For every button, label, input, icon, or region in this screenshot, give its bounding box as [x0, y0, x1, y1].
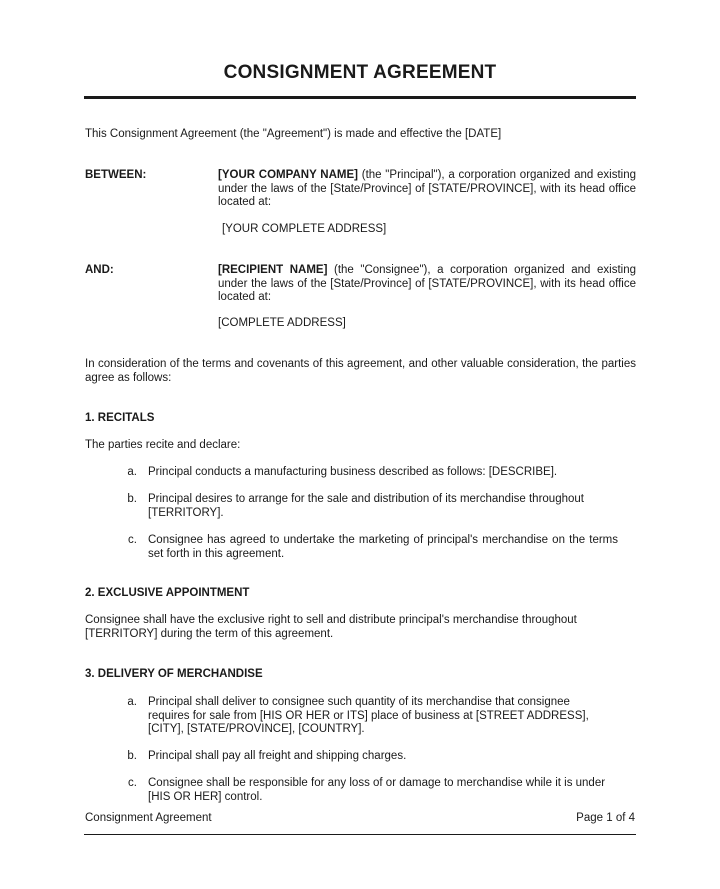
principal-address: [YOUR COMPLETE ADDRESS] — [222, 223, 387, 235]
delivery-c-letter: c. — [128, 777, 137, 789]
consignee-address: [COMPLETE ADDRESS] — [218, 317, 346, 329]
recital-b-letter: b. — [127, 493, 137, 505]
footer-document-name: Consignment Agreement — [85, 812, 212, 824]
document-title: CONSIGNMENT AGREEMENT — [223, 62, 497, 83]
delivery-c-text: Consignee shall be responsible for any loss of or damage to merchandise while it is under [HIS OR HER] control. — [148, 777, 606, 803]
consignee-description — [218, 264, 636, 305]
recital-b-text: Principal desires to arrange for the sale and distribution of its merchandise throughout [TERRITORY]. — [148, 493, 584, 519]
section-delivery-heading: 3. DELIVERY OF MERCHANDISE — [85, 668, 263, 680]
intro-paragraph: This Consignment Agreement (the "Agreement") is made and effective the [DATE] — [85, 128, 502, 140]
consignee-description-text: (the "Consignee"), a corporation organized and existing under the laws of the [State/Province] of [STATE/PROVINCE], with its head office located at: — [218, 264, 636, 303]
delivery-a-letter: a. — [127, 696, 137, 708]
delivery-b-text: Principal shall pay all freight and shipping charges. — [148, 750, 407, 762]
consideration-paragraph: In consideration of the terms and covenants of this agreement, and other valuable consideration, the parties agree as follows: — [85, 358, 636, 384]
recital-a-text: Principal conducts a manufacturing business described as follows: [DESCRIBE]. — [148, 466, 558, 478]
delivery-b-letter: b. — [127, 750, 137, 762]
consignee-name: [RECIPIENT NAME] — [218, 264, 328, 276]
principal-description-text: (the "Principal"), a corporation organized and existing under the laws of the [State/Province] of [STATE/PROVINCE], with its head office located at: — [218, 169, 637, 208]
section-recitals-heading: 1. RECITALS — [85, 412, 155, 424]
exclusive-appointment-body: Consignee shall have the exclusive right to sell and distribute principal's merchandise throughout [TERRITORY] during the term of this agreement. — [85, 614, 577, 640]
delivery-a-text: Principal shall deliver to consignee such quantity of its merchandise that consignee requires for sale from [HIS OR HER or ITS] place of business at [STREET ADDRESS], [CITY], [STATE/PROVINCE], [COUNTRY]. — [148, 696, 589, 735]
recital-c-text: Consignee has agreed to undertake the marketing of principal's merchandise on the terms set forth in this agreement. — [148, 534, 618, 560]
title-divider — [84, 96, 636, 99]
recital-c-letter: c. — [128, 534, 137, 546]
between-label: BETWEEN: — [85, 169, 147, 181]
section-exclusive-appointment-heading: 2. EXCLUSIVE APPOINTMENT — [85, 587, 250, 599]
recital-a-letter: a. — [127, 466, 137, 478]
principal-name: [YOUR COMPANY NAME] — [218, 169, 358, 181]
and-label: AND: — [85, 264, 114, 276]
footer-divider — [84, 834, 636, 835]
principal-description — [218, 169, 636, 210]
recitals-intro: The parties recite and declare: — [85, 439, 241, 451]
footer-page-number: Page 1 of 4 — [576, 812, 635, 824]
